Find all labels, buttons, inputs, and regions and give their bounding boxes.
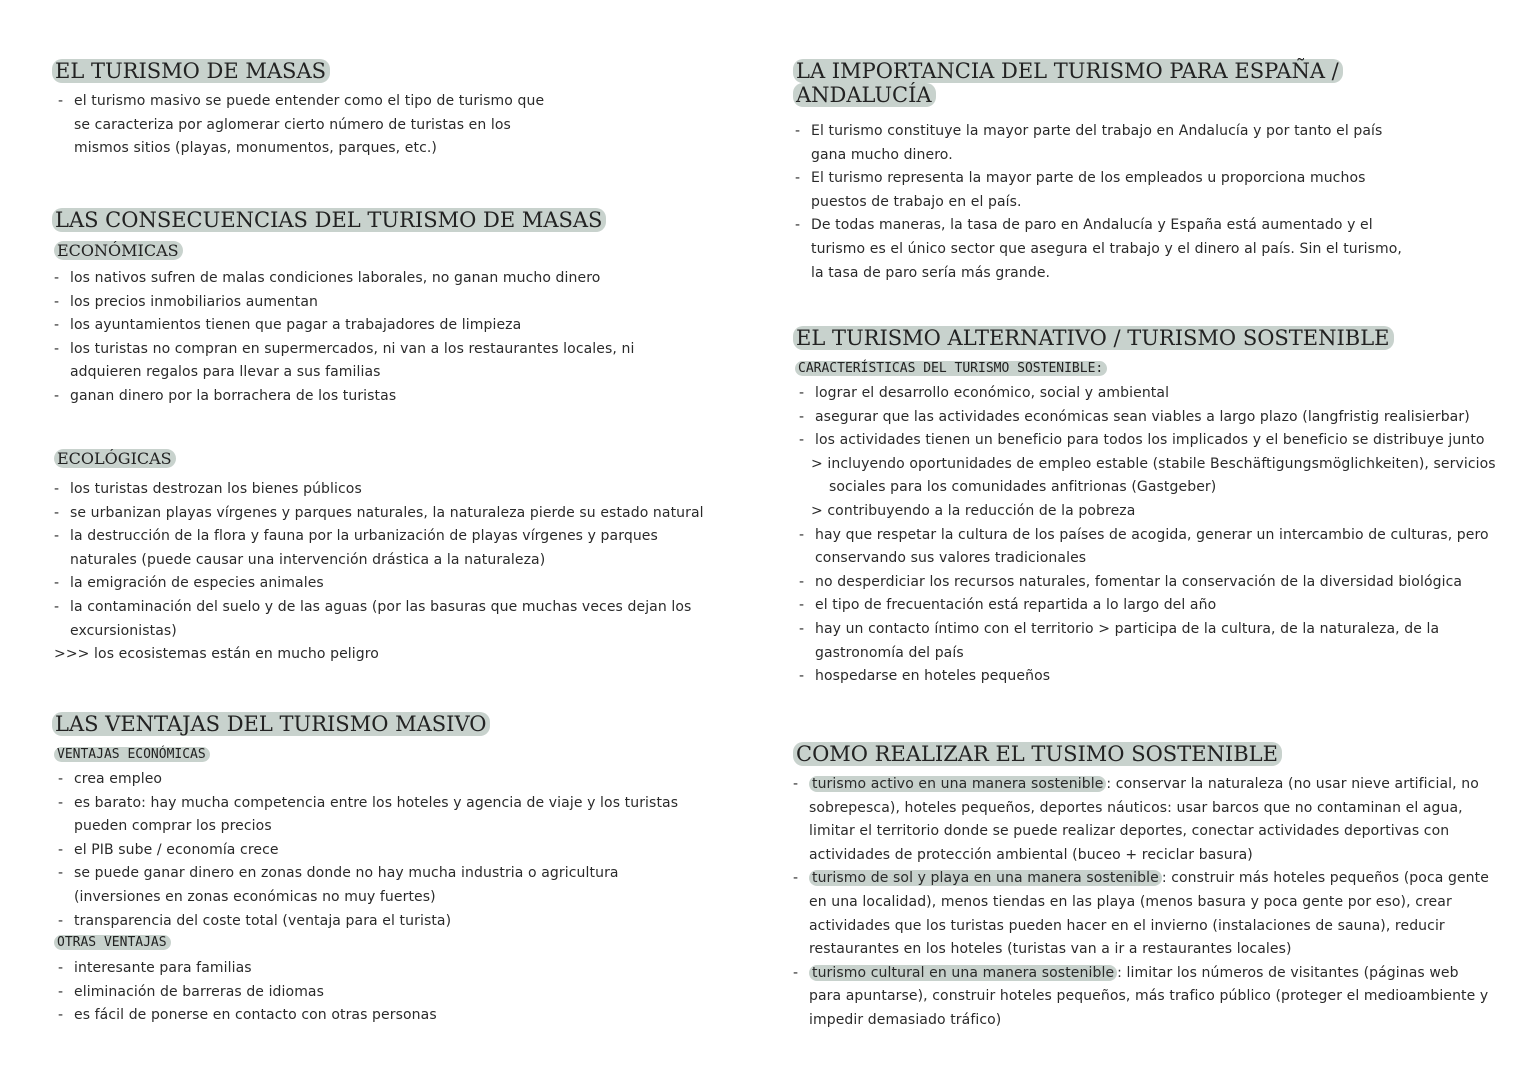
list-item: - los precios inmobiliarios aumentan (54, 293, 319, 310)
list-item: - los turistas no compran en supermercados, ni van a los restaurantes locales, ni adquieren regalos para llevar a sus familias (54, 340, 635, 381)
highlight-lead: turismo de sol y playa en una manera sostenible (809, 870, 1162, 886)
subtitle-caracteristicas: CARACTERÍSTICAS DEL TURISMO SOSTENIBLE: (795, 358, 1107, 380)
list-realizar (793, 773, 1493, 1033)
list-item: - turismo de sol y playa en una manera sostenible : construir más hoteles pequeños (poca gente en una localidad), menos tiendas en las playa (menos basura y poca gente por eso), crear actividades que los turistas pueden hacer en el invierno (instalaciones de sauna), reducir restaurantes en los hoteles (turistas van a ir a restaurantes locales) (793, 870, 1489, 958)
list-ventajas-economicas (58, 768, 708, 933)
list-otras-ventajas (58, 957, 708, 1028)
list-item: - no desperdiciar los recursos naturales, fomentar la conservación de la diversidad biológica (799, 573, 1463, 590)
list-caracteristicas (799, 382, 1499, 689)
list-item: - turismo cultural en una manera sostenible : limitar los números de visitantes (páginas web para apuntarse), construir hoteles pequeños, más trafico público (proteger el medioambiente y impedir demasiado tráfico) (793, 964, 1489, 1028)
subtitle-otras-ventajas: OTRAS VENTAJAS (54, 932, 171, 954)
list-item: - se urbanizan playas vírgenes y parques naturales, la naturaleza pierde su estado natural (54, 504, 704, 521)
list-economicas (54, 267, 674, 409)
list-item: - la contaminación del suelo y de las aguas (por las basuras que muchas veces dejan los excursionistas) (54, 598, 692, 639)
list-importancia (795, 120, 1405, 285)
list-item: - la destrucción de la flora y fauna por la urbanización de playas vírgenes y parques naturales (puede causar una intervención drástica a la naturaleza) (54, 528, 658, 568)
section-title-ventajas: LAS VENTAJAS DEL TURISMO MASIVO (52, 712, 490, 736)
result-line: >>> los ecosistemas están en mucho peligro (54, 646, 379, 663)
section-title-consecuencias: LAS CONSECUENCIAS DEL TURISMO DE MASAS (52, 208, 606, 232)
list-item: - hospedarse en hoteles pequeños (799, 668, 1051, 685)
list-item: - el turismo masivo se puede entender como el tipo de turismo que se caracteriza por aglomerar cierto número de turistas en los mismos sitios (playas, monumentos, parques, etc.) (58, 93, 545, 157)
list-item: - ganan dinero por la borrachera de los turistas (54, 387, 397, 404)
list-item: - es barato: hay mucha competencia entre los hoteles y agencia de viaje y los turistas pueden comprar los precios (58, 794, 679, 835)
list-item: - los actividades tienen un beneficio para todos los implicados y el beneficio se distribuye junto (799, 432, 1485, 449)
subtitle-ecologicas: ECOLÓGICAS (54, 448, 176, 470)
sub-list-item: > contribuyendo a la reducción de la pobreza (811, 502, 1136, 519)
list-item: - lograr el desarrollo económico, social y ambiental (799, 385, 1170, 401)
section-title-masas: EL TURISMO DE MASAS (52, 59, 330, 83)
list-item: - hay que respetar la cultura de los países de acogida, generar un intercambio de culturas, pero conservando sus valores tradicionales (799, 526, 1489, 567)
sub-list-item: > incluyendo oportunidades de empleo estable (stabile Beschäftigungsmöglichkeiten), servicios sociales para los comunidades anfitrionas (Gastgeber) (811, 455, 1496, 496)
list-item: - transparencia del coste total (ventaja para el turista) (58, 912, 452, 929)
subtitle-economicas: ECONÓMICAS (54, 240, 183, 262)
list-ecologicas (54, 478, 704, 667)
list-item: - De todas maneras, la tasa de paro en Andalucía y España está aumentado y el turismo es el único sector que asegura el trabajo y el dinero al país. Sin el turismo, la tasa de paro sería más grande. (795, 217, 1402, 281)
list-item: - el tipo de frecuentación está repartida a lo largo del año (799, 597, 1217, 614)
highlight-lead: turismo cultural en una manera sostenible (809, 965, 1117, 981)
list-item: - los nativos sufren de malas condiciones laborales, no ganan mucho dinero (54, 270, 601, 286)
list-item: - se puede ganar dinero en zonas donde no hay mucha industria o agricultura (inversiones en zonas económicas no muy fuertes) (58, 865, 619, 905)
list-masas (58, 90, 548, 161)
list-item: - los ayuntamientos tienen que pagar a trabajadores de limpieza (54, 317, 522, 334)
list-item: - El turismo constituye la mayor parte del trabajo en Andalucía y por tanto el país gana mucho dinero. (795, 123, 1383, 163)
list-item: - turismo activo en una manera sostenible : conservar la naturaleza (no usar nieve artificial, no sobrepesca), hoteles pequeños, deportes náuticos: usar barcos que no contaminan el agua, limitar el territorio donde se puede realizar deportes, conectar actividades deportivas con actividades de protección ambiental (buceo + reciclar basura) (793, 776, 1479, 863)
list-item: - es fácil de ponerse en contacto con otras personas (58, 1007, 437, 1024)
highlight-lead: turismo activo en una manera sostenible (809, 776, 1106, 792)
list-item: - el PIB sube / economía crece (58, 841, 279, 858)
list-item: - asegurar que las actividades económicas sean viables a largo plazo (langfristig realisierbar) (799, 408, 1470, 425)
list-item: - crea empleo (58, 771, 163, 787)
section-title-alternativo: EL TURISMO ALTERNATIVO / TURISMO SOSTENIBLE (793, 326, 1394, 350)
list-item: - la emigración de especies animales (54, 575, 324, 592)
subtitle-ventajas-economicas: VENTAJAS ECONÓMICAS (54, 744, 210, 766)
list-item: - los turistas destrozan los bienes públicos (54, 481, 362, 497)
list-item: - interesante para familias (58, 960, 252, 976)
list-item: - hay un contacto íntimo con el territorio > participa de la cultura, de la naturaleza, de la gastronomía del país (799, 620, 1440, 661)
list-item: - eliminación de barreras de idiomas (58, 983, 325, 1000)
section-title-realizar: COMO REALIZAR EL TUSIMO SOSTENIBLE (793, 742, 1282, 766)
section-title-importancia: LA IMPORTANCIA DEL TURISMO PARA ESPAÑA / ANDALUCÍA (793, 59, 1413, 107)
list-item: - El turismo representa la mayor parte de los empleados u proporciona muchos puestos de trabajo en el país. (795, 170, 1366, 210)
